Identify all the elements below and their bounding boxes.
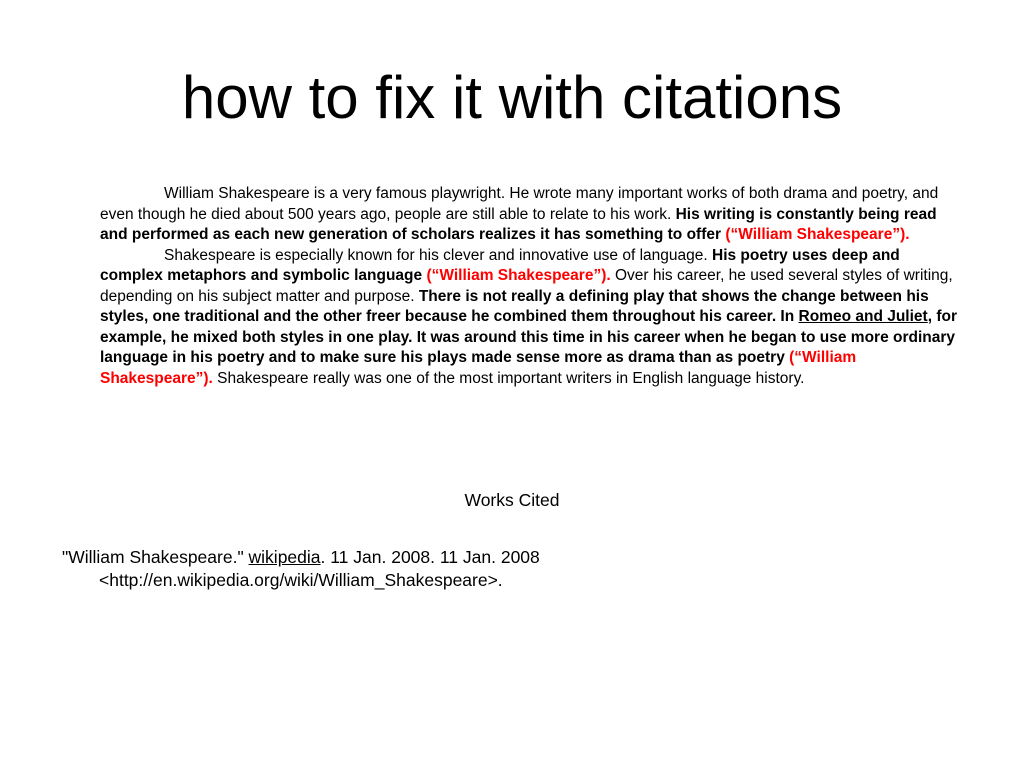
- paragraph-2-text: Shakespeare really was one of the most important writers in English language history.: [212, 369, 805, 387]
- works-cited-entry: [62, 546, 699, 591]
- paragraph-2-bold-text: His poetry uses deep and complex metaphors and symbolic language: [100, 246, 900, 284]
- entry-suffix: . 11 Jan. 2008. 11 Jan. 2008 <http://en.wikipedia.org/wiki/William_Shakespeare>.: [99, 547, 540, 590]
- paragraph-2-text: Shakespeare is especially known for his clever and innovative use of language.: [164, 246, 712, 264]
- paragraph-2: [100, 246, 960, 390]
- essay-body: [100, 184, 960, 389]
- paragraph-2-text: Over his career, he used several styles of writing, depending on his subject matter and purpose.: [100, 267, 953, 305]
- play-title: Romeo and Juliet: [798, 308, 928, 325]
- paragraph-1-text: William Shakespeare is a very famous playwright. He wrote many important works of both drama and poetry, and even though he died about 500 years ago, people are still able to relate to his work.: [100, 185, 939, 223]
- entry-source: wikipedia: [248, 547, 321, 567]
- citation: (“William Shakespeare”).: [100, 349, 857, 387]
- slide-title: how to fix it with citations: [181, 64, 843, 131]
- paragraph-2-bold-text: There is not really a defining play that shows the change between his styles, one traditional and the other freer because he combined them throughout his career. In: [100, 287, 929, 325]
- paragraph-1: [100, 184, 960, 246]
- entry-prefix: "William Shakespeare.": [62, 547, 249, 567]
- paragraph-1-bold-text: His writing is constantly being read and performed as each new generation of scholars realizes it has something to offer: [100, 205, 937, 243]
- paragraph-2-bold-text: , for example, he mixed both styles in one play. It was around this time in his career when he began to use more ordinary language in his poetry and to make sure his plays made sense more as drama than as poetry: [100, 308, 957, 366]
- citation: (“William Shakespeare”).: [725, 226, 910, 243]
- citation: (“William Shakespeare”).: [426, 267, 611, 284]
- works-cited-heading: Works Cited: [464, 490, 560, 510]
